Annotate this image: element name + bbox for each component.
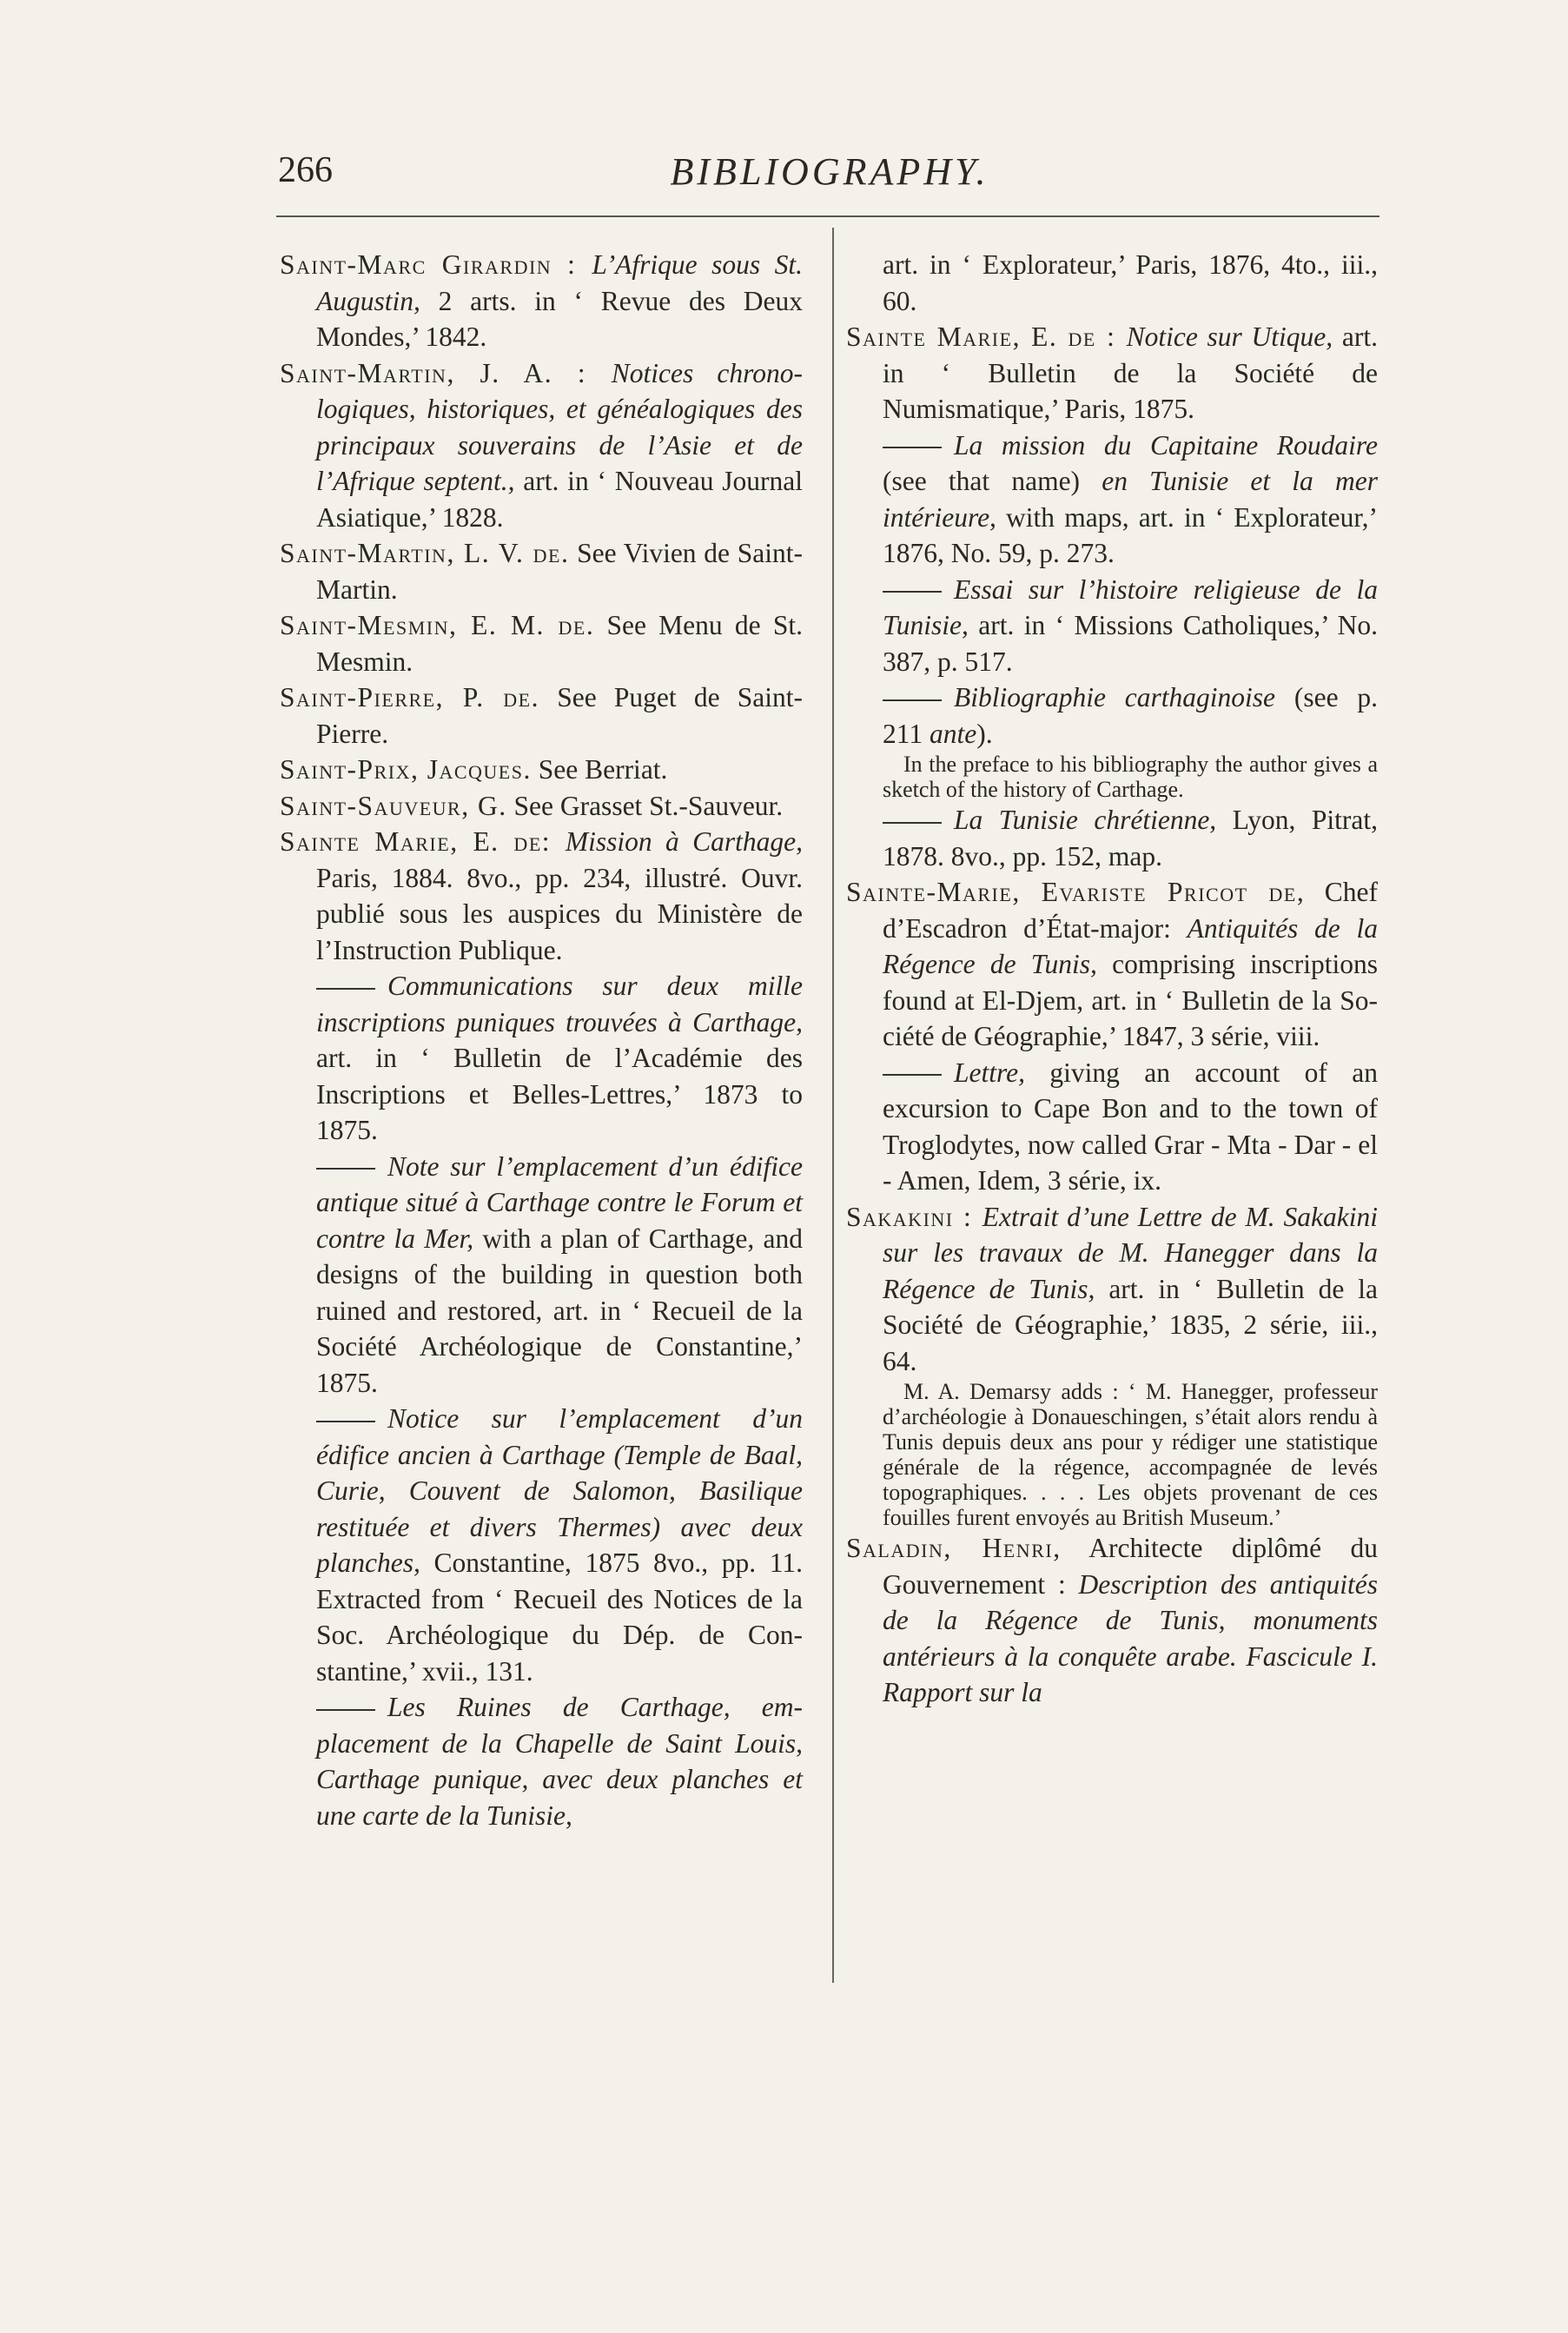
ditto-dash [883,699,942,701]
entry-details: Constantine, 1875 8vo., pp. 11. Extracted from ‘ Recueil des Notices de la Soc. Archéologique du Dép. de Constantine,’ xvii., 131. [316,1548,803,1687]
entry-title: Notices chronologiques, historiques, et généalogiques des principaux souverains de l’Asie et de l’Afrique septent., [316,357,803,496]
bibliography-entry [846,874,1378,1055]
entry-details: See Menu de St. Mesmin. [316,610,803,677]
entry-author: Sainte-Marie, Evariste Pricot de, [846,877,1306,907]
bibliography-entry [846,247,1378,319]
entry-title: Notice sur Utique, [1126,321,1333,352]
bibliography-entry [846,1199,1378,1380]
bibliography-entry [280,752,803,788]
entry-author: Sainte Marie, E. de: [280,826,566,857]
bibliography-entry [280,607,803,679]
sub-entry [846,802,1378,874]
ditto-dash [883,1074,942,1076]
entry-details: See Vivien de Saint-Martin. [316,538,803,605]
entry-details: See Berriat. [531,754,668,785]
entry-title: Bibliographie carthaginoise [954,682,1276,712]
entry-author: Saint-Sauveur, G. [280,790,507,821]
entry-details: art. in ‘ Bulletin de la Société de Numismatique,’ Paris, 1875. [883,321,1378,424]
ditto-dash [316,1709,375,1711]
entry-details: art. in ‘ Bulletin de l’Académie des Inscriptions et Belles-Lettres,’ 1873 to 1875. [316,1043,803,1145]
bibliography-entry [280,824,803,968]
entry-details: (see that name) [883,466,1102,496]
entry-details: 2 arts. in ‘ Revue des Deux Mondes,’ 1842. [316,285,803,352]
entry-details: (see p. 211 [883,682,1378,749]
ditto-dash [883,447,942,448]
sub-entry [846,427,1378,572]
entry-title: Extrait d’une Lettre de M. Sakakini sur les travaux de M. Hanegger dans la Régence de Tunis, [883,1201,1378,1304]
entry-author: Saint-Mesmin, E. M. de. [280,610,595,640]
page-number: 266 [278,150,333,190]
entry-details: See Puget de Saint-Pierre. [316,682,803,749]
bibliography-entry [280,247,803,355]
sub-entry [846,679,1378,752]
sub-entry [846,1055,1378,1199]
entry-details: Chef d’Escadron d’État-major: [883,877,1378,944]
entry-details: art. in ‘ Explorateur,’ Paris, 1876, 4to., iii., 60. [883,249,1378,316]
entry-details: with a plan of Carthage, and designs of the building in question both ruined and restored, art. in ‘ Recueil de la Société Archéologique de Constantine,’ 1875. [316,1223,803,1398]
sub-entry [280,1149,803,1402]
header-rule [276,215,1379,217]
entry-details: ). [976,718,993,749]
entry-title: Lettre, [954,1057,1025,1088]
entry-author: Sainte Marie, E. de : [846,321,1127,352]
entry-details: Architecte diplômé du Gouvernement : [883,1533,1378,1600]
entry-details: comprising inscriptions found at El-Djem, art. in ‘ Bulletin de la Société de Géographie,’ 1847, 3 série, viii. [883,949,1378,1051]
entry-title: La mission du Capitaine Roudaire [954,429,1378,461]
right-column [846,247,1378,1711]
entry-author: Saladin, Henri, [846,1533,1062,1563]
sub-entry [846,572,1378,680]
page-header [278,149,1381,202]
entry-title: Notice sur l’emplacement d’un édifice ancien à Carthage (Temple de Baal, Curie, Couvent de Salomon, Basilique restituée et divers Thermes) avec deux planches, [316,1403,803,1578]
bibliography-entry [846,1530,1378,1711]
sub-entry [280,1689,803,1833]
ditto-dash [316,1168,375,1170]
entry-note: In the preface to his bibliography the author gives a sketch of the history of Carthage. [883,752,1378,802]
entry-title: Note sur l’emplacement d’un édifice antique situé à Carthage contre le Forum et contre la Mer, [316,1150,803,1254]
bibliography-entry [280,788,803,825]
entry-author: Saint-Martin, L. V. de. [280,538,570,568]
bibliography-entry [280,679,803,752]
entry-title: Communications sur deux mille inscriptions puniques trouvées à Carthage, [316,971,803,1037]
ditto-dash [883,591,942,593]
entry-title: ante [929,718,977,749]
entry-author: Saint-Pierre, P. de. [280,682,539,712]
entry-details: giving an account of an excursion to Cape Bon and to the town of Troglodytes, now called Grar - Mta - Dar - el - Amen, Idem, 3 série, ix. [883,1057,1378,1196]
entry-title: L’Afrique sous St. Augustin, [316,249,803,316]
left-column [280,247,803,1833]
ditto-dash [316,1421,375,1422]
entry-author: Saint-Marc Girardin : [280,249,592,280]
column-divider [832,228,834,1983]
entry-details: art. in ‘ Bulletin de la Société de Géographie,’ 1835, 2 série, iii., 64. [883,1273,1378,1376]
entry-author: Saint-Prix, Jacques. [280,754,532,785]
entry-author: Saint-Martin, J. A. : [280,357,612,388]
entry-details: Paris, 1884. 8vo., pp. 234, illustré. Ouvr. publié sous les auspices du Ministère de l’Instruction Publique. [316,862,803,965]
entry-details: art. in ‘ Missions Catholiques,’ No. 387, p. 517. [883,610,1378,677]
entry-details: See Grasset St.-Sauveur. [506,790,784,821]
running-head: BIBLIOGRAPHY. [670,150,989,193]
entry-details: with maps, art. in ‘ Explorateur,’ 1876, No. 59, p. 273. [883,501,1378,568]
sub-entry [280,1401,803,1689]
entry-note: M. A. Demarsy adds : ‘ M. Hanegger, professeur d’archéologie à Donaueschingen, s’était alors rendu à Tunis depuis deux ans pour y rédiger une statistique générale de la régence, accompagnée de levés topographiques. . . . Les objets provenant de ces fouilles furent envoyés au British Museum.’ [883,1379,1378,1530]
entry-details: Lyon, Pitrat, 1878. 8vo., pp. 152, map. [883,805,1379,872]
sub-entry [280,968,803,1149]
entry-title: Mission à Carthage, [565,826,803,857]
ditto-dash [316,988,375,990]
entry-title: Antiquités de la Régence de Tunis, [883,912,1378,979]
entry-title: Description des antiquités de la Régence de Tunis, monuments antérieurs à la conquête arabe. Fascicule I. Rapport sur la [883,1568,1378,1707]
bibliography-entry [280,355,803,536]
bibliography-entry [280,535,803,607]
entry-title: La Tunisie chrétienne, [954,805,1217,835]
entry-title: en Tunisie et la mer intérieure, [883,466,1378,533]
entry-title: Essai sur l’histoire religieuse de la Tunisie, [883,573,1378,640]
bibliography-entry [846,319,1378,427]
entry-details: art. in ‘ Nouveau Journal Asiatique,’ 1828. [316,466,804,533]
entry-title: Les Ruines de Carthage, emplacement de la Chapelle de Saint Louis, Carthage punique, avec deux planches et une carte de la Tunisie, [316,1692,803,1831]
entry-author: Sakakini : [846,1201,982,1232]
ditto-dash [883,822,942,824]
